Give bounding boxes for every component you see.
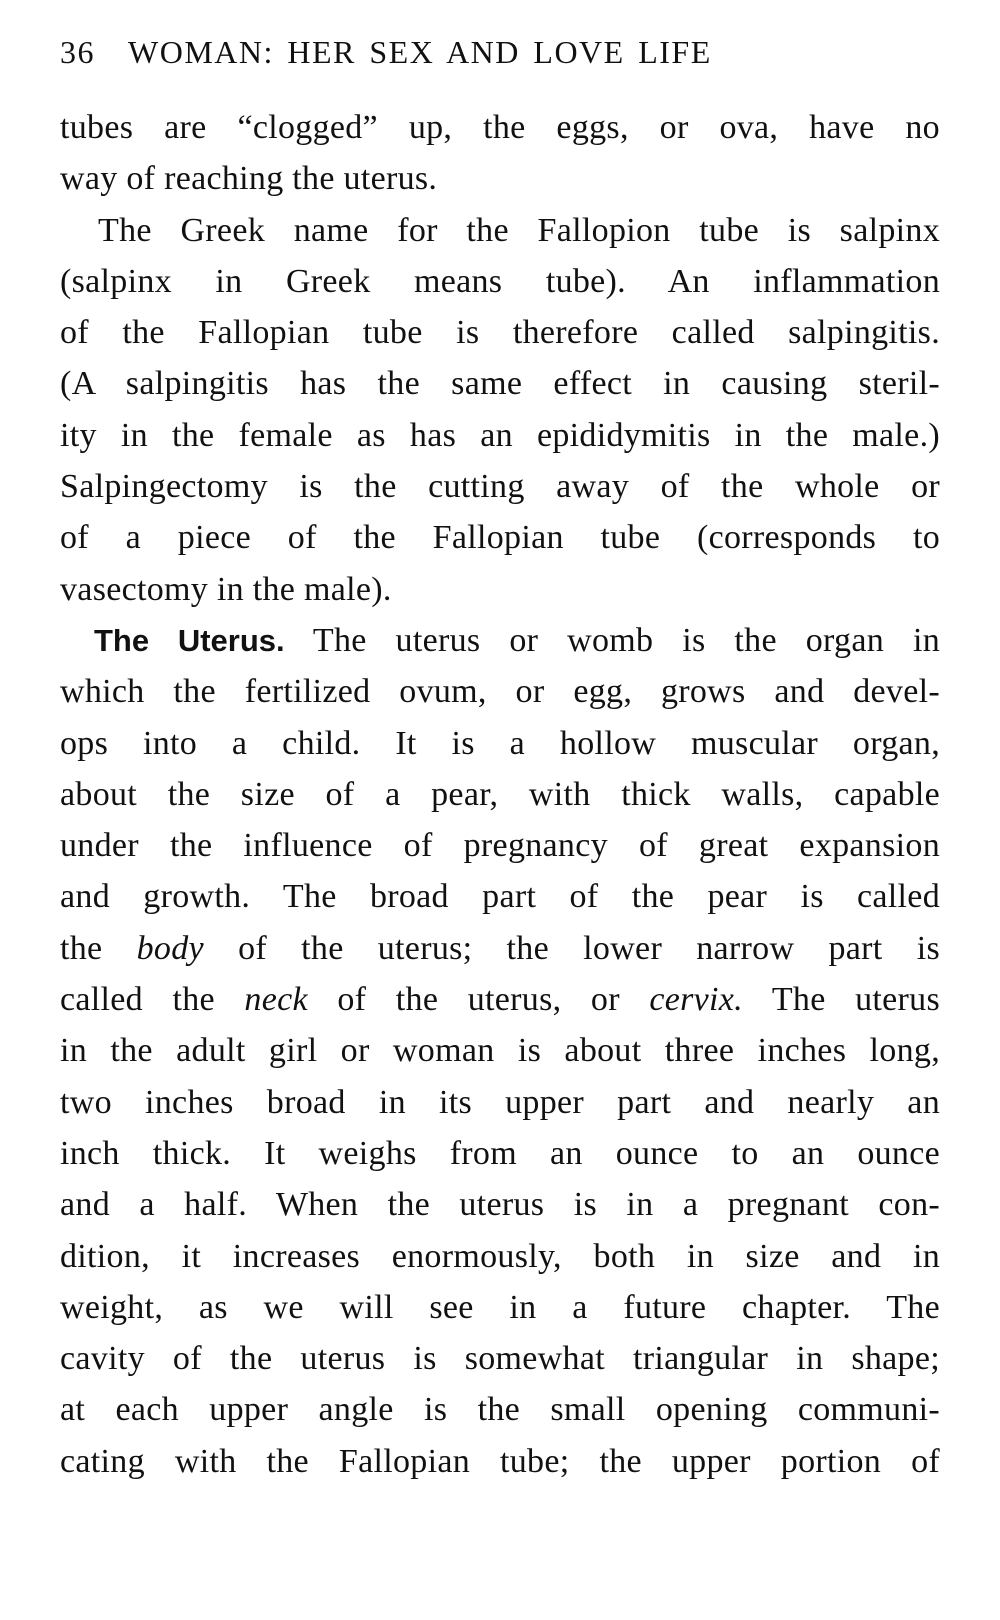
text-line: and growth. The broad part of the pear is called: [60, 878, 940, 916]
text-line: about the size of a pear, with thick walls, capable: [60, 775, 940, 813]
text-line: and a half. When the uterus is in a pregnant con-: [60, 1186, 940, 1224]
text-line: in the adult girl or woman is about three inches long,: [60, 1032, 940, 1070]
text-line: [60, 974, 940, 1025]
body-text: [60, 102, 940, 1487]
running-title: WOMAN: HER SEX AND LOVE LIFE: [128, 34, 712, 70]
text-line: [60, 923, 940, 974]
text-line: two inches broad in its upper part and nearly an: [60, 1083, 940, 1121]
text-line: under the influence of pregnancy of great expansion: [60, 827, 940, 865]
text-line: way of reaching the uterus.: [60, 160, 438, 198]
text-line: (A salpingitis has the same effect in causing steril-: [60, 365, 940, 403]
book-page: [60, 22, 940, 1487]
text-line: [60, 615, 940, 666]
text-line: Salpingectomy is the cutting away of the whole or: [60, 468, 940, 506]
text-fragment: of the uterus; the lower narrow part is: [203, 929, 940, 967]
text-line: inch thick. It weighs from an ounce to an ounce: [60, 1134, 940, 1172]
section-heading: The Uterus.: [94, 622, 285, 658]
text-fragment: called the: [60, 981, 245, 1019]
text-line: of a piece of the Fallopian tube (corresponds to: [60, 519, 940, 557]
text-line: cating with the Fallopian tube; the upper portion of: [60, 1442, 940, 1480]
italic-term-cervix: cervix.: [649, 981, 743, 1019]
text-line: at each upper angle is the small opening communi-: [60, 1391, 940, 1429]
text-line: tubes are “clogged” up, the eggs, or ova, have no: [60, 109, 940, 146]
text-fragment: The uterus: [742, 981, 940, 1019]
running-header: [60, 22, 940, 82]
page-number: 36: [60, 34, 95, 70]
text-line: The Greek name for the Fallopion tube is salpinx: [98, 211, 940, 249]
text-line: cavity of the uterus is somewhat triangular in shape;: [60, 1340, 940, 1378]
text-line: ops into a child. It is a hollow muscular organ,: [60, 724, 940, 762]
text-fragment: the: [60, 929, 137, 967]
text-line: vasectomy in the male).: [60, 570, 392, 608]
text-line: (salpinx in Greek means tube). An inflammation: [60, 262, 940, 300]
text-fragment: of the uterus, or: [307, 981, 650, 1019]
text-line: weight, as we will see in a future chapter. The: [60, 1288, 940, 1326]
text-fragment: The uterus or womb is the organ in: [284, 621, 940, 659]
text-line: dition, it increases enormously, both in size and in: [60, 1237, 940, 1275]
text-line: which the fertilized ovum, or egg, grows and devel-: [60, 673, 940, 711]
italic-term-body: body: [136, 929, 204, 967]
text-line: of the Fallopian tube is therefore called salpingitis.: [60, 314, 940, 352]
italic-term-neck: neck: [244, 981, 308, 1019]
text-line: ity in the female as has an epididymitis in the male.): [60, 416, 940, 454]
